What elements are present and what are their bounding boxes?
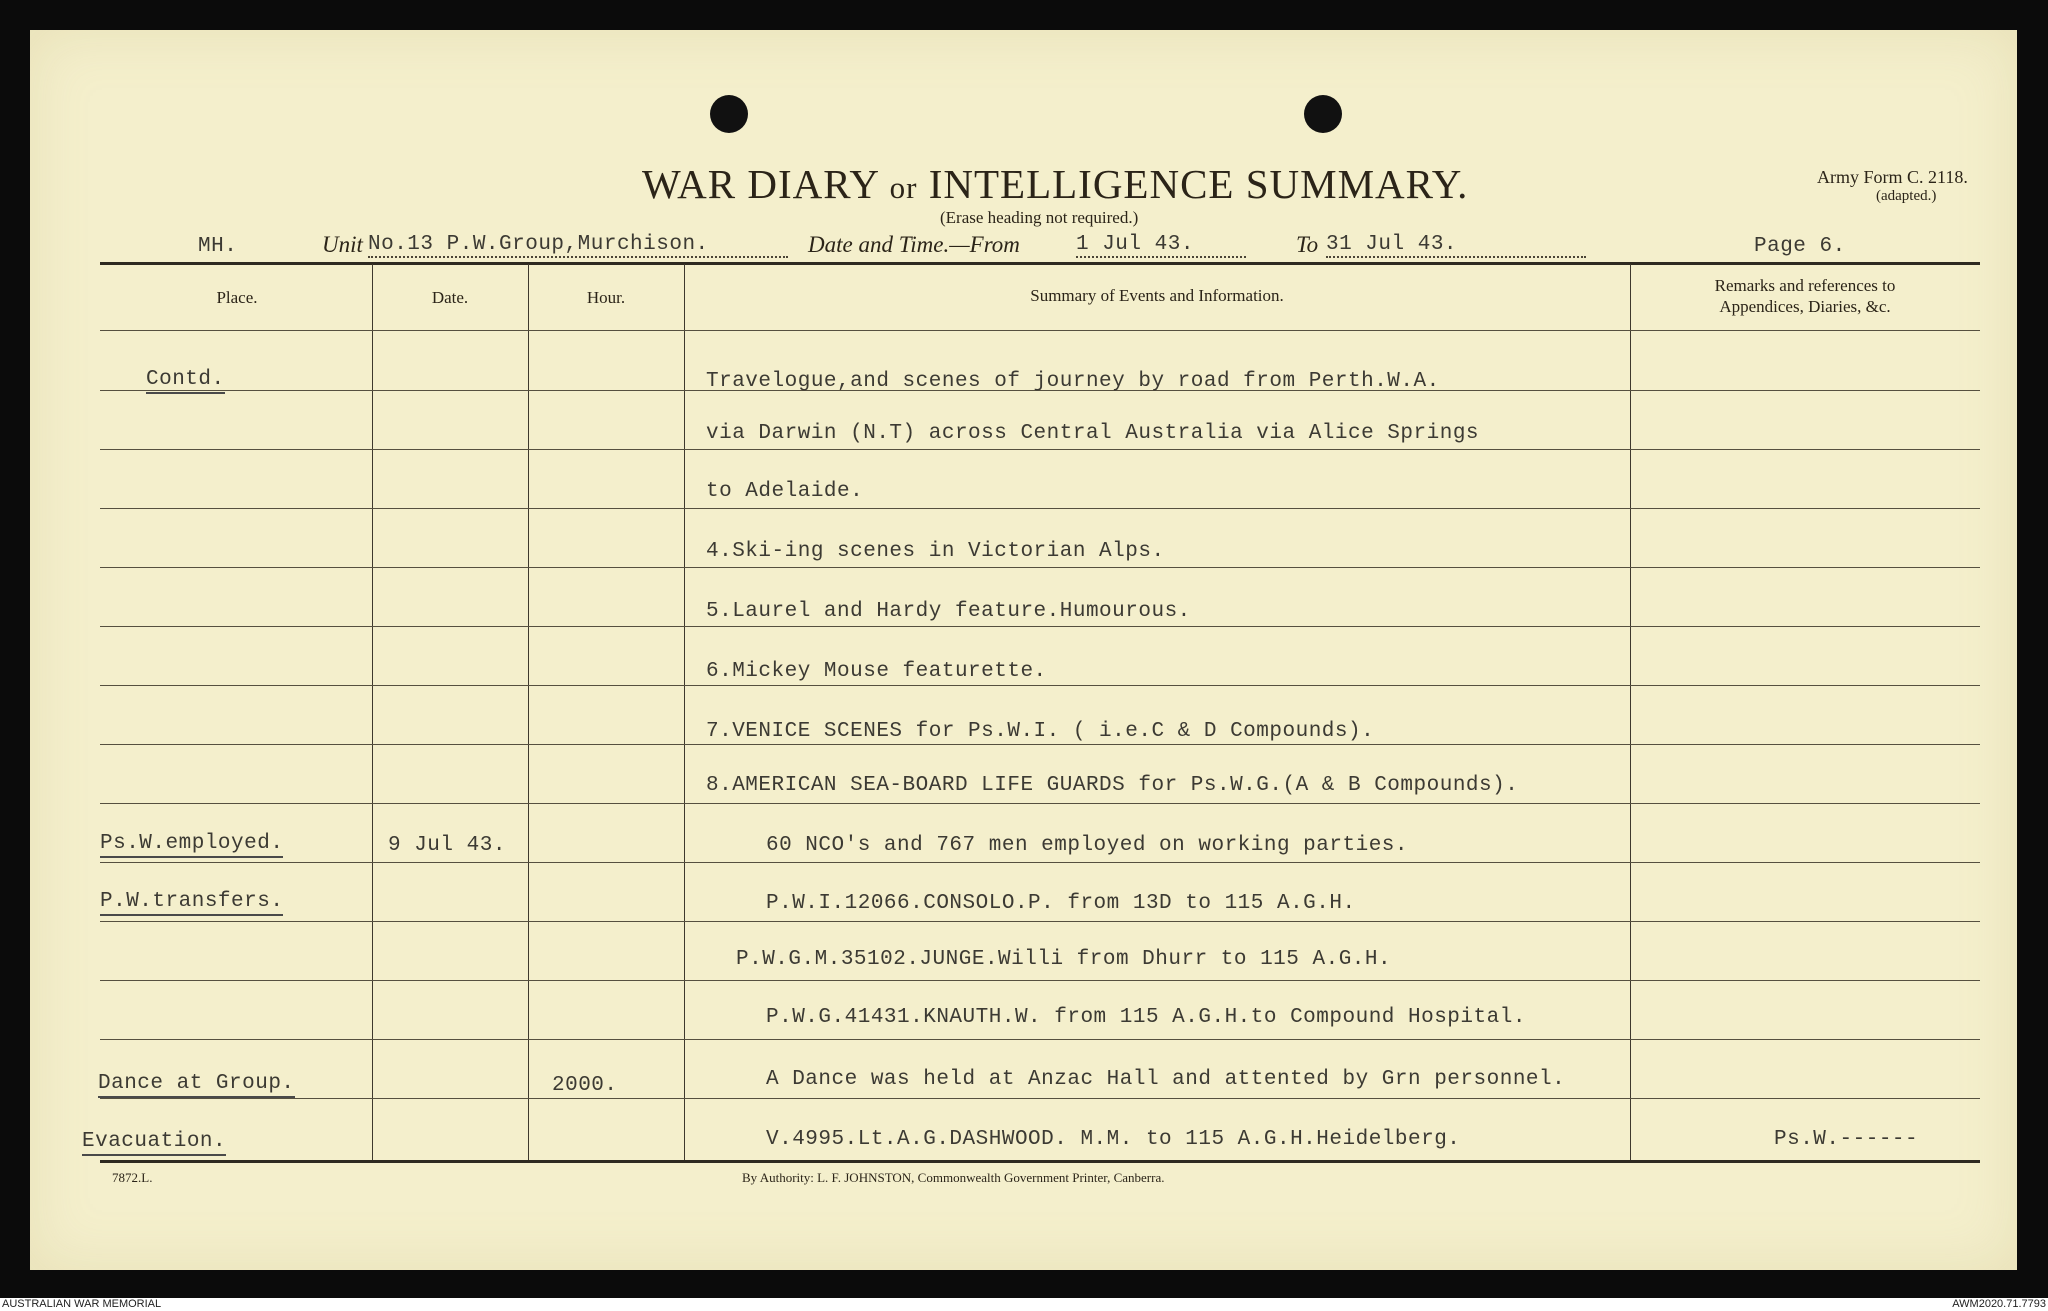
column-header-hour: Hour.: [586, 288, 626, 307]
form-title: [642, 160, 1468, 208]
army-form-number: Army Form C. 2118.: [1817, 167, 1968, 187]
archive-caption: AUSTRALIAN WAR MEMORIAL: [2, 1298, 162, 1310]
from-date: 1 Jul 43.: [1076, 233, 1246, 258]
summary-line: to Adelaide.: [706, 480, 864, 503]
header-rule: [100, 330, 1980, 331]
war-diary-page: [30, 30, 2017, 1270]
summary-line: 7.VENICE SCENES for Ps.W.I. ( i.e.C & D Compounds).: [706, 720, 1375, 743]
ruled-line: [100, 744, 1980, 745]
summary-line: 4.Ski-ing scenes in Victorian Alps.: [706, 540, 1165, 563]
mh-code: MH.: [198, 235, 238, 258]
to-label: To: [1296, 232, 1319, 257]
summary-line: 6.Mickey Mouse featurette.: [706, 660, 1047, 683]
ruled-line: [100, 1098, 1980, 1099]
unit-value: No.13 P.W.Group,Murchison.: [368, 233, 788, 258]
summary-line: Travelogue,and scenes of journey by road from Perth.W.A.: [706, 370, 1440, 393]
table-top-rule: [100, 262, 1980, 265]
column-divider: [684, 264, 685, 1160]
summary-line: 8.AMERICAN SEA-BOARD LIFE GUARDS for Ps.W.G.(A & B Compounds).: [706, 774, 1519, 797]
column-divider: [528, 264, 529, 1160]
adapted-note: (adapted.): [1876, 188, 1937, 204]
remarks-header-line2: Appendices, Diaries, &c.: [1719, 297, 1891, 316]
remarks-header-line1: Remarks and references to: [1714, 276, 1896, 295]
column-header-remarks: [1630, 275, 1980, 317]
title-or: or: [889, 170, 918, 205]
ruled-line: [100, 921, 1980, 922]
column-header-date: Date.: [431, 288, 469, 307]
page-number: Page 6.: [1754, 235, 1846, 258]
place-entry: P.W.transfers.: [100, 890, 283, 916]
column-header-summary: Summary of Events and Information.: [1030, 286, 1284, 305]
summary-line: V.4995.Lt.A.G.DASHWOOD. M.M. to 115 A.G.H.Heidelberg.: [766, 1128, 1461, 1151]
place-entry: Contd.: [146, 368, 225, 394]
ruled-line: [100, 1039, 1980, 1040]
ruled-line: [100, 508, 1980, 509]
printer-authority: By Authority: L. F. JOHNSTON, Commonwealth Government Printer, Canberra.: [742, 1170, 1165, 1185]
erase-note: (Erase heading not required.): [940, 208, 1139, 227]
summary-line: 60 NCO's and 767 men employed on working parties.: [766, 834, 1409, 857]
title-intelligence-summary: INTELLIGENCE SUMMARY.: [928, 161, 1469, 207]
to-date: 31 Jul 43.: [1326, 233, 1586, 258]
ruled-line: [100, 449, 1980, 450]
ruled-line: [100, 567, 1980, 568]
summary-line: P.W.G.41431.KNAUTH.W. from 115 A.G.H.to Compound Hospital.: [766, 1006, 1526, 1029]
archive-id: AWM2020.71.7793: [1952, 1298, 2046, 1310]
punch-hole: [1304, 95, 1342, 133]
date-time-label: Date and Time.—From: [808, 232, 1020, 257]
column-divider: [372, 264, 373, 1160]
ruled-line: [100, 980, 1980, 981]
punch-hole: [710, 95, 748, 133]
hour-entry: 2000.: [552, 1074, 618, 1097]
remarks-entry: Ps.W.------: [1774, 1128, 1919, 1151]
place-entry: Dance at Group.: [98, 1072, 295, 1098]
date-entry: 9 Jul 43.: [388, 834, 506, 857]
ruled-line: [100, 803, 1980, 804]
form-print-number: 7872.L.: [112, 1170, 153, 1185]
ruled-line: [100, 685, 1980, 686]
summary-line: A Dance was held at Anzac Hall and attented by Grn personnel.: [766, 1068, 1566, 1091]
table-bottom-rule: [100, 1160, 1980, 1163]
ruled-line: [100, 626, 1980, 627]
column-divider: [1630, 264, 1631, 1160]
column-header-place: Place.: [216, 288, 258, 307]
place-entry: Ps.W.employed.: [100, 832, 283, 858]
place-entry: Evacuation.: [82, 1130, 226, 1156]
summary-line: 5.Laurel and Hardy feature.Humourous.: [706, 600, 1191, 623]
title-war-diary: WAR DIARY: [642, 161, 879, 207]
summary-line: P.W.I.12066.CONSOLO.P. from 13D to 115 A.G.H.: [766, 892, 1356, 915]
ruled-line: [100, 862, 1980, 863]
summary-line: P.W.G.M.35102.JUNGE.Willi from Dhurr to 115 A.G.H.: [736, 948, 1392, 971]
summary-line: via Darwin (N.T) across Central Australia via Alice Springs: [706, 422, 1480, 445]
unit-label: Unit: [322, 232, 363, 257]
